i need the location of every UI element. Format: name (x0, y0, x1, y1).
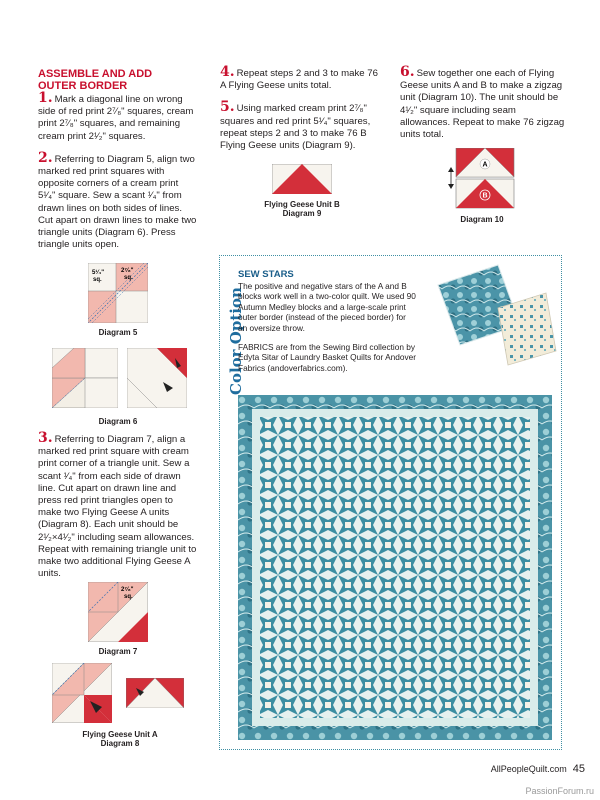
diagram-8-caption-line2: Diagram 8 (100, 739, 140, 748)
step-text: Using marked cream print 2⁷⁄₈" squares and red print 5¹⁄₄" squares, repeat steps 2 and 3 to make 76 B Flying Geese units (Diagram 9). (220, 103, 371, 152)
page-footer (491, 763, 585, 775)
d5-label-a: 5¹⁄₄" (92, 270, 105, 276)
step-text: Mark a diagonal line on wrong side of red print 2⁷⁄₈" squares, cream print 2⁷⁄₈" squares, and remaining cream print 2¹⁄₂" squares. (38, 94, 194, 142)
step-2 (38, 149, 198, 252)
step-number: 2. (38, 149, 53, 166)
step-number: 3. (38, 430, 53, 446)
step-1 (38, 92, 198, 143)
column-1 (38, 68, 198, 260)
step-6 (400, 66, 565, 141)
step-5 (220, 101, 380, 152)
column-1-cont (38, 432, 198, 589)
step-number: 1. (38, 90, 53, 106)
color-option-vertical (205, 265, 245, 395)
step-number: 5. (220, 99, 235, 116)
diagram-10 (448, 148, 516, 210)
diagram-8-left (52, 663, 112, 723)
step-text: Referring to Diagram 5, align two marked red print squares with opposite corners of a cream print 5¹⁄₄" square. Sew a scant ¹⁄₄" from drawn lines on both sides of lines. Cut apart on drawn lines to make two triangle units (Diagram 6). Press triangle units open. (38, 153, 197, 251)
diagram-10-caption: Diagram 10 (460, 215, 504, 224)
diagram-9 (272, 164, 332, 194)
d5-label-a2: sq. (93, 277, 102, 283)
diagram-6-right (127, 348, 187, 408)
color-option-title: Color Option (227, 287, 245, 395)
watermark: PassionForum.ru (525, 786, 594, 796)
diagram-8-right (126, 678, 184, 708)
step-4 (220, 66, 380, 92)
step-3 (38, 432, 198, 580)
color-option-text (238, 270, 416, 373)
d7-label2: sq. (124, 594, 133, 600)
diagram-8-caption (60, 730, 180, 748)
column-2 (220, 66, 380, 161)
step-text: Referring to Diagram 7, align a marked red print square with cream print corner of a triangle unit. Sew a scant ¹⁄₄" from each side of drawn line. Cut apart on drawn line and press red print triangles open to make two Flying Geese A units (Diagram 8). Each unit should be 2¹⁄₂×4¹⁄₂" including seam allowances. Repeat with remaining triangle unit to make two additional Flying Geese A units. (38, 434, 197, 580)
diagram-5-caption: Diagram 5 (98, 328, 138, 337)
diagram-9-caption-line2: Diagram 9 (282, 209, 322, 218)
diagram-9-caption-line1: Flying Geese Unit B (264, 200, 340, 209)
diagram-6-caption: Diagram 6 (98, 417, 138, 426)
quilt-image (238, 395, 552, 740)
diagram-5 (88, 263, 148, 323)
step-text: Sew together one each of Flying Geese units A and B to make a zigzag unit (Diagram 10). The unit should be 4¹⁄₂" square including seam allowances. Repeat to make 76 zigzag units total. (400, 68, 565, 141)
d5-label-b2: sq. (124, 275, 133, 281)
sew-stars-body: The positive and negative stars of the A and B blocks work well in a two-color quilt. We used 90 Autumn Medley blocks and a large-scale print outer border (instead of the pieced border) for an oversize throw. (238, 280, 416, 333)
step-number: 4. (220, 64, 235, 80)
diagram-7-caption: Diagram 7 (98, 647, 138, 656)
diagram-6-left (52, 348, 118, 408)
d7-label: 2⁷⁄₈" (121, 587, 134, 593)
fabrics-text: FABRICS are from the Sewing Bird collection by Edyta Sitar of Laundry Basket Quilts for Andover Fabrics (andoverfabrics.com). (238, 341, 417, 373)
step-text: Repeat steps 2 and 3 to make 76 A Flying Geese units total. (220, 68, 378, 92)
d5-label-b: 2⁷⁄₈" (121, 268, 134, 274)
step-number: 6. (400, 64, 415, 80)
d10-label-a: A (482, 161, 488, 169)
section-heading: ASSEMBLE AND ADD OUTER BORDER (38, 68, 153, 92)
fabric-swatches (428, 263, 558, 378)
d10-label-b: B (482, 192, 488, 200)
column-3 (400, 66, 565, 150)
footer-site: AllPeopleQuilt.com (490, 764, 567, 774)
page-number: 45 (572, 763, 585, 775)
diagram-7 (88, 582, 148, 642)
sew-stars-title: SEW STARS (238, 269, 294, 280)
diagram-8-caption-line1: Flying Geese Unit A (82, 730, 158, 739)
diagram-9-caption (250, 200, 354, 218)
